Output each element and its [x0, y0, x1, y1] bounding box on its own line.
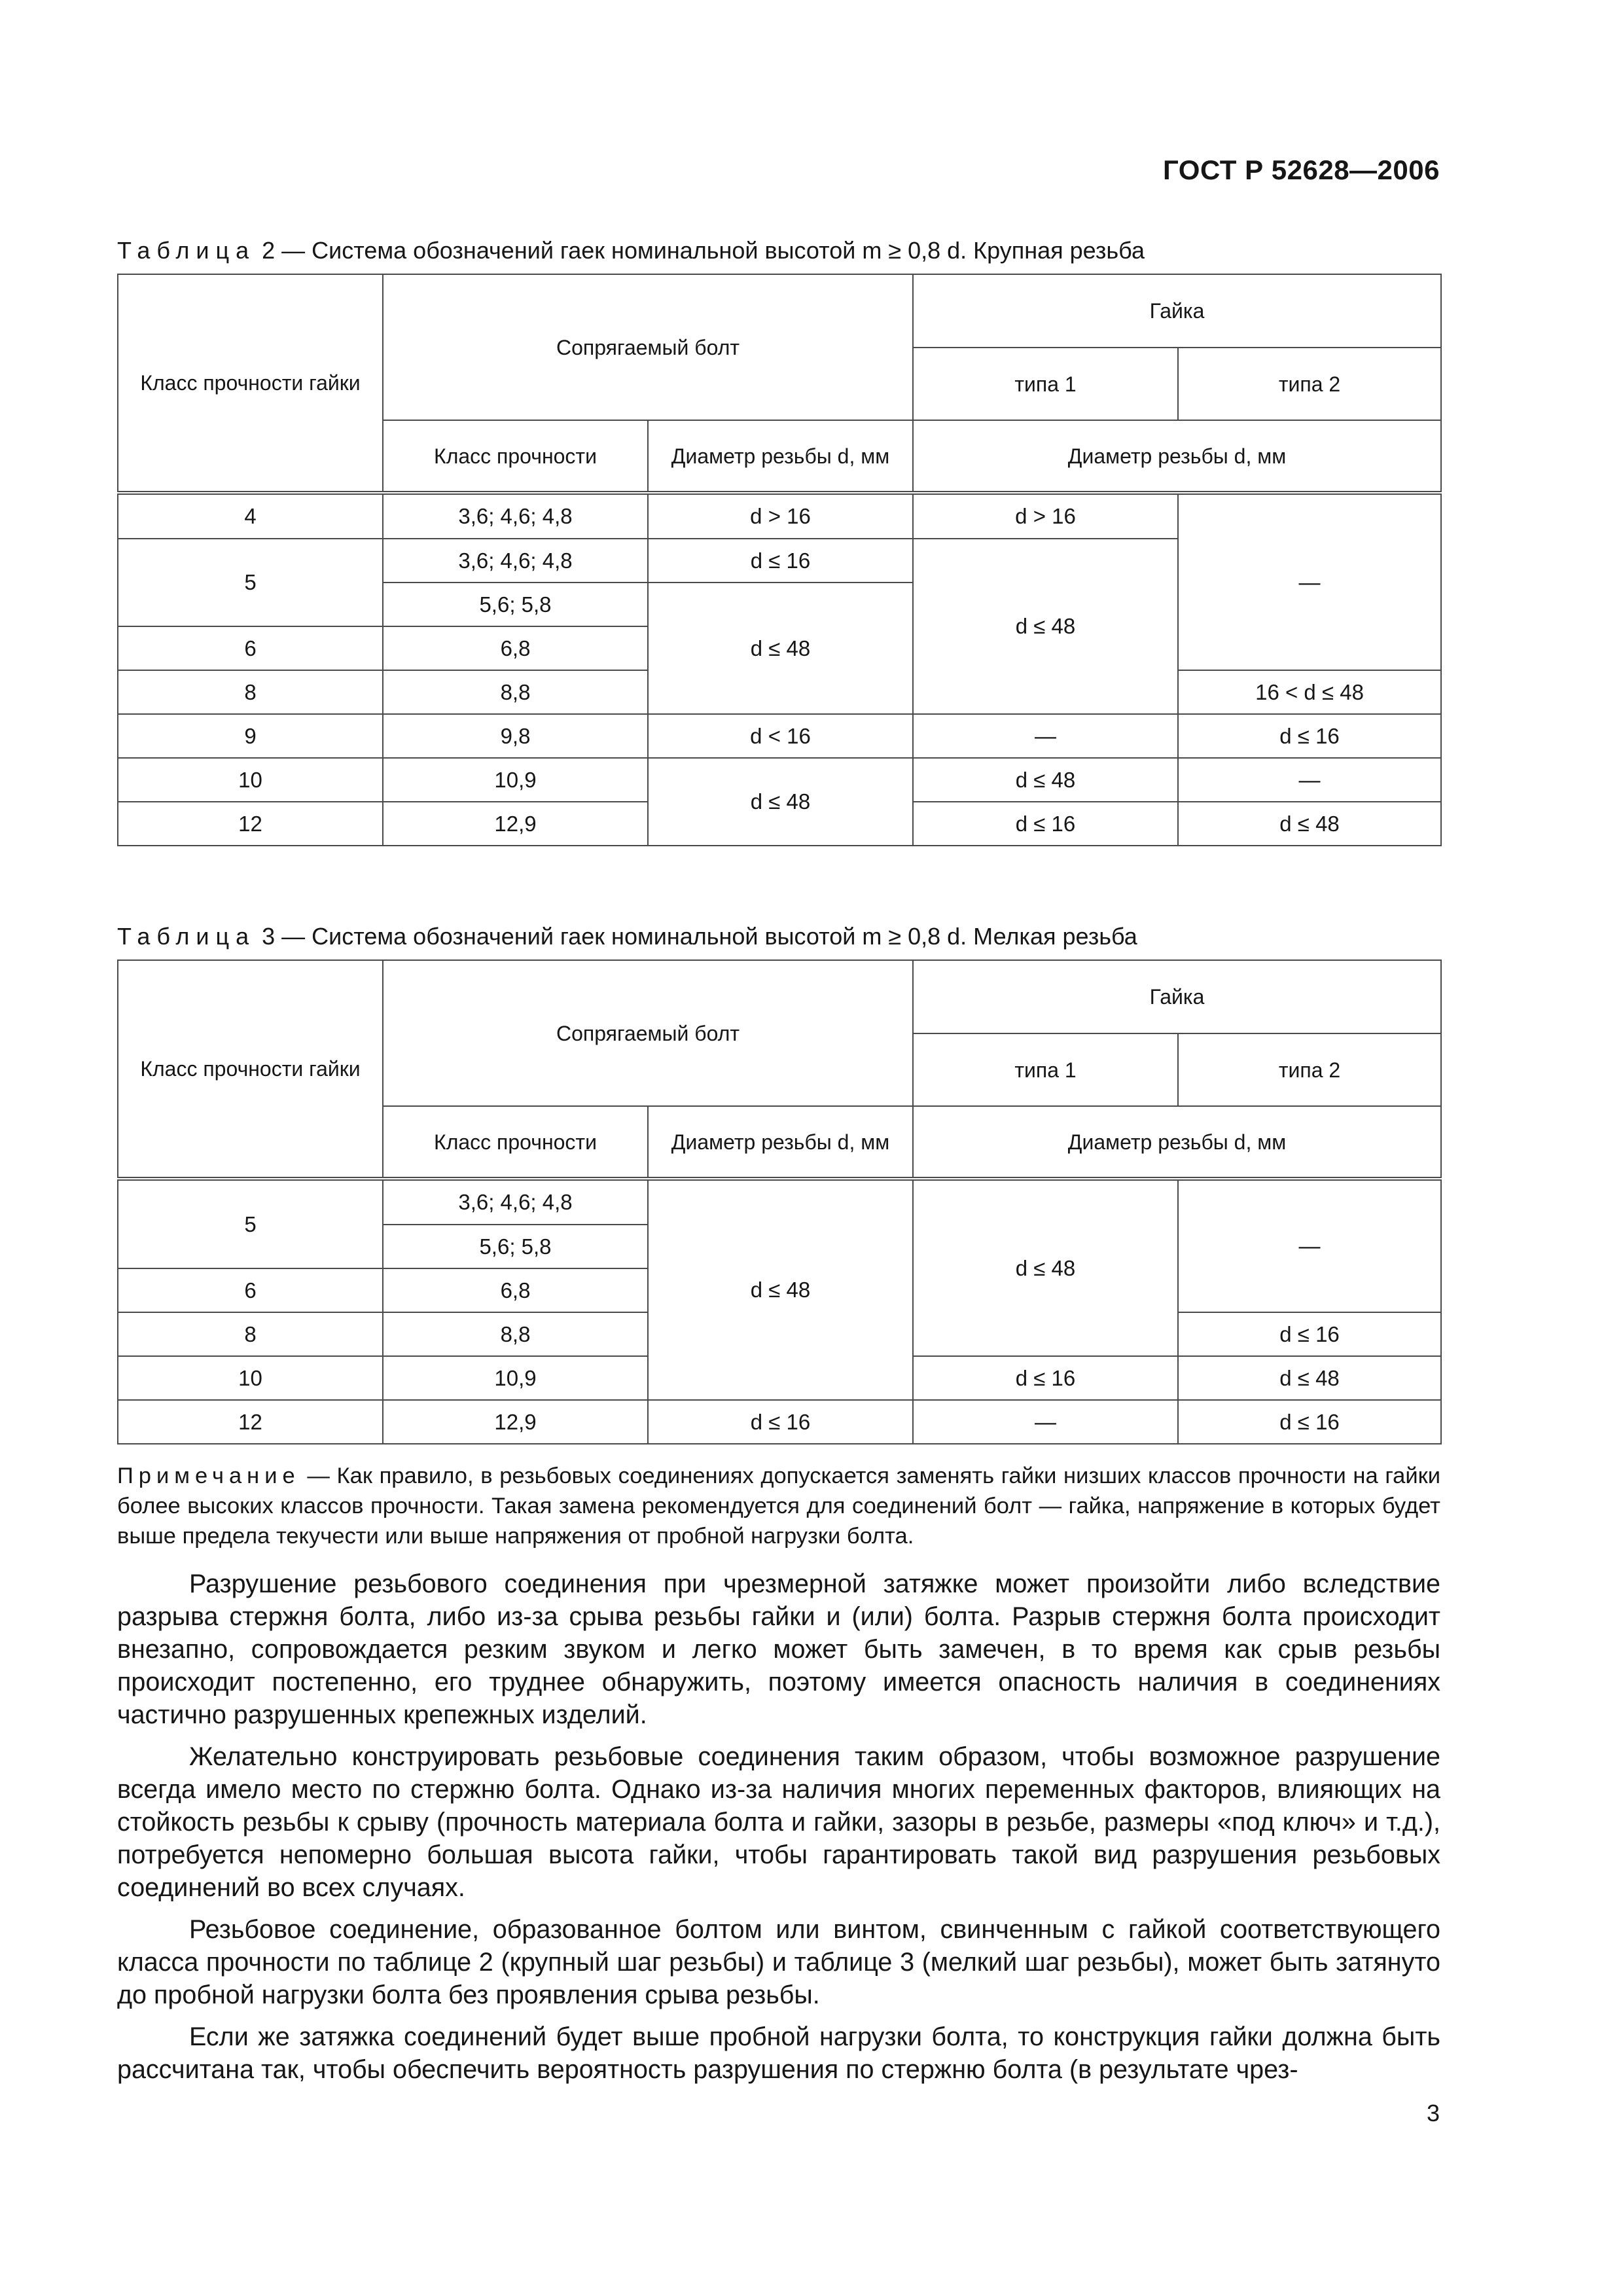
table-row: [118, 1179, 1441, 1225]
table2-header-nut-thread-diam: Диаметр резьбы d, мм: [913, 420, 1441, 493]
table-cell: d ≤ 48: [648, 758, 913, 846]
paragraph: Резьбовое соединение, образованное болтом или винтом, свинченным с гайкой соответствующего класса прочности по таблице 2 (крупный шаг резьбы) и таблице 3 (мелкий шаг резьбы), может быть затянуто до пробной нагрузки болта без проявления срыва резьбы.: [117, 1915, 1440, 2009]
table-cell: d ≤ 16: [648, 1400, 913, 1444]
table-cell: d ≤ 16: [1178, 1400, 1441, 1444]
note-text: — Как правило, в резьбовых соединениях допускается заменять гайки низших классов прочности на гайки более высоких классов прочности. Такая замена рекомендуется для соединений болт — гайка, напряжение в которых будет выше предела текучести или выше напряжения от пробной нагрузки болта.: [117, 1463, 1440, 1549]
table-cell: d > 16: [648, 493, 913, 539]
table2-caption-text: 2 — Система обозначений гаек номинальной высотой m ≥ 0,8 d. Крупная резьба: [255, 237, 1145, 264]
paragraph: Желательно конструировать резьбовые соединения таким образом, чтобы возможное разрушение всегда имело место по стержню болта. Однако из-за наличия многих переменных факторов, влияющих на стойкость резьбы к срыву (прочность материала болта и гайки, зазоры в резьбе, размеры «под ключ» и т.д.), потребуется непомерно большая высота гайки, чтобы гарантировать такой вид разрушения резьбовых соединений во всех случаях.: [117, 1742, 1440, 1902]
table-cell: 10,9: [383, 758, 648, 802]
note-label: Примечание: [117, 1463, 300, 1488]
table3-header-mating-bolt: Сопрягаемый болт: [383, 960, 913, 1106]
table-cell: d ≤ 48: [1178, 1356, 1441, 1400]
table-cell: 12,9: [383, 802, 648, 846]
table2: [117, 274, 1442, 846]
table-cell: d ≤ 16: [913, 1356, 1178, 1400]
table-cell: d < 16: [648, 714, 913, 758]
table-cell: 6: [118, 626, 383, 670]
table-cell: d ≤ 48: [913, 1179, 1178, 1356]
paragraph: Разрушение резьбового соединения при чрезмерной затяжке может произойти либо вследствие разрыва стержня болта, либо из-за срыва резьбы гайки и (или) болта. Разрыв стержня болта происходит внезапно, сопровождается резким звуком и легко может быть замечен, в то время как срыв резьбы происходит постепенно, его труднее обнаружить, поэтому имеется опасность наличия в соединениях частично разрушенных крепежных изделий.: [117, 1570, 1440, 1729]
body-text: [117, 1568, 1440, 2095]
table-cell: 10: [118, 758, 383, 802]
table-cell: d ≤ 16: [1178, 1312, 1441, 1356]
table2-header-nut: Гайка: [913, 274, 1441, 348]
table-cell: 12: [118, 802, 383, 846]
table-cell: 6,8: [383, 626, 648, 670]
page-number: 3: [1426, 2100, 1440, 2126]
table-cell: 9: [118, 714, 383, 758]
table-cell: 6: [118, 1268, 383, 1312]
table-row: [118, 493, 1441, 539]
table-cell: —: [913, 714, 1178, 758]
table-cell: 3,6; 4,6; 4,8: [383, 539, 648, 583]
table-cell: 8,8: [383, 1312, 648, 1356]
table2-caption-prefix: Таблица: [117, 237, 256, 264]
table-cell: 8,8: [383, 670, 648, 714]
table-cell: 12: [118, 1400, 383, 1444]
table-cell: 4: [118, 493, 383, 539]
table-cell: 8: [118, 1312, 383, 1356]
table-cell: d ≤ 16: [648, 539, 913, 583]
table-cell: 10,9: [383, 1356, 648, 1400]
table-cell: 3,6; 4,6; 4,8: [383, 1179, 648, 1225]
table-cell: d ≤ 48: [1178, 802, 1441, 846]
document-id: ГОСТ Р 52628—2006: [1163, 154, 1440, 185]
table3-header-thread-diam: Диаметр резьбы d, мм: [648, 1106, 913, 1179]
table-cell: d ≤ 48: [913, 539, 1178, 714]
table2-header-type1: типа 1: [913, 348, 1178, 420]
table2-caption: [117, 237, 1145, 264]
table2-header-thread-diam: Диаметр резьбы d, мм: [648, 420, 913, 493]
table3-caption-prefix: Таблица: [117, 923, 256, 950]
table-cell: 12,9: [383, 1400, 648, 1444]
table3-caption: [117, 923, 1137, 950]
table-cell: 5: [118, 539, 383, 626]
table-cell: d ≤ 48: [913, 758, 1178, 802]
table3-header-type1: типа 1: [913, 1033, 1178, 1106]
table-cell: —: [1178, 758, 1441, 802]
table-cell: 8: [118, 670, 383, 714]
table-cell: —: [913, 1400, 1178, 1444]
table2-header-bolt-class: Класс прочности: [383, 420, 648, 493]
table-cell: 5: [118, 1179, 383, 1268]
table3-header-bolt-class: Класс прочности: [383, 1106, 648, 1179]
table-cell: d ≤ 16: [913, 802, 1178, 846]
table-cell: 6,8: [383, 1268, 648, 1312]
table3: [117, 960, 1442, 1444]
table-cell: d ≤ 48: [648, 1179, 913, 1400]
table-cell: 9,8: [383, 714, 648, 758]
table-cell: d ≤ 48: [648, 583, 913, 714]
table3-header-nut-class: Класс прочности гайки: [118, 960, 383, 1179]
table3-header-nut-thread-diam: Диаметр резьбы d, мм: [913, 1106, 1441, 1179]
table-cell: 10: [118, 1356, 383, 1400]
table2-header-nut-class: Класс прочности гайки: [118, 274, 383, 493]
table3-caption-text: 3 — Система обозначений гаек номинальной высотой m ≥ 0,8 d. Мелкая резьба: [255, 923, 1137, 950]
paragraph: Если же затяжка соединений будет выше пробной нагрузки болта, то конструкция гайки должна быть рассчитана так, чтобы обеспечить вероятность разрушения по стержню болта (в результате чрез-: [117, 2022, 1440, 2084]
table3-header-nut: Гайка: [913, 960, 1441, 1033]
table-row: [118, 714, 1441, 758]
note: [117, 1461, 1440, 1551]
table-cell: 5,6; 5,8: [383, 583, 648, 626]
table-row: [118, 1400, 1441, 1444]
table2-header-type2: типа 2: [1178, 348, 1441, 420]
table2-header-mating-bolt: Сопрягаемый болт: [383, 274, 913, 420]
table-cell: —: [1178, 493, 1441, 670]
table-cell: 5,6; 5,8: [383, 1225, 648, 1268]
table-cell: 3,6; 4,6; 4,8: [383, 493, 648, 539]
table-cell: —: [1178, 1179, 1441, 1312]
table-cell: d > 16: [913, 493, 1178, 539]
table3-header-type2: типа 2: [1178, 1033, 1441, 1106]
table-row: [118, 758, 1441, 802]
table-cell: d ≤ 16: [1178, 714, 1441, 758]
table-cell: 16 < d ≤ 48: [1178, 670, 1441, 714]
